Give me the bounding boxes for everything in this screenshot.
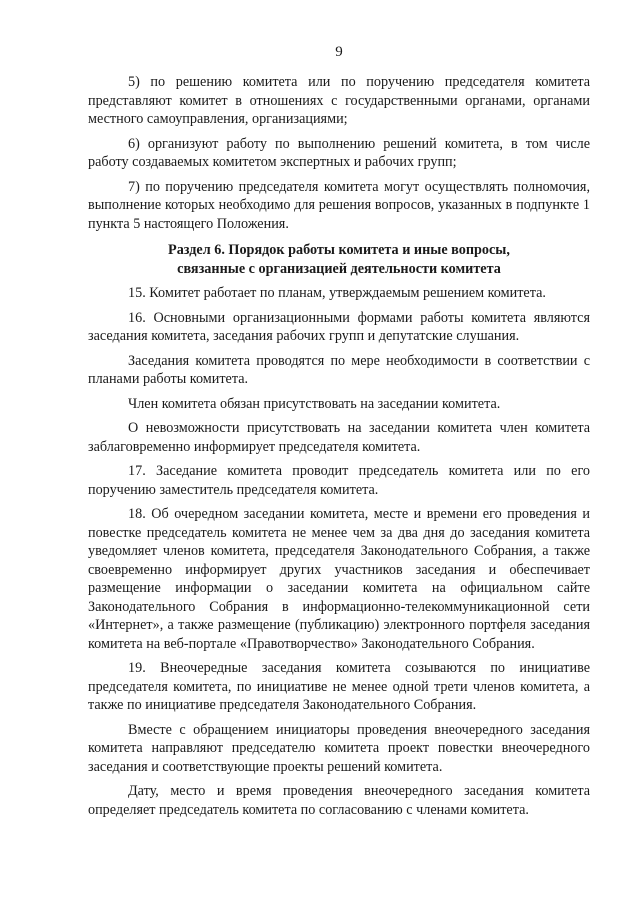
section-heading-line1: Раздел 6. Порядок работы комитета и иные вопросы,	[168, 242, 510, 258]
page-number: 9	[335, 44, 343, 60]
paragraph-item-5: 5) по решению комитета или по поручению председателя комитета представляют комитет в отношениях с государственными органами, органами местного самоуправления, организациями;	[88, 74, 590, 127]
section-heading	[88, 241, 590, 278]
paragraph-19: 19. Внеочередные заседания комитета созываются по инициативе председателя комитета, по инициативе не менее одной трети членов комитета, а также по инициативе председателя Законодательного Собрания.	[88, 660, 590, 713]
paragraph-16: 16. Основными организационными формами работы комитета являются заседания комитета, заседания рабочих групп и депутатские слушания.	[88, 309, 590, 344]
paragraph-15: 15. Комитет работает по планам, утверждаемым решением комитета.	[128, 285, 546, 301]
paragraph-item-7: 7) по поручению председателя комитета могут осуществлять полномочия, выполнение которых необходимо для решения вопросов, указанных в подпункте 1 пункта 5 настоящего Положения.	[88, 178, 590, 232]
paragraph-17: 17. Заседание комитета проводит председатель комитета или по его поручению заместитель председателя комитета.	[88, 463, 590, 498]
section-heading-line2: связанные с организацией деятельности комитета	[177, 260, 501, 277]
paragraph-extraordinary-agenda: Вместе с обращением инициаторы проведения внеочередного заседания комитета направляют председателю комитета проект повестки внеочередного заседания и соответствующие проекты решений комитета.	[88, 721, 590, 775]
paragraph-absence-notice: О невозможности присутствовать на заседании комитета член комитета заблаговременно информирует председателя комитета.	[88, 420, 590, 455]
paragraph-extraordinary-date: Дату, место и время проведения внеочередного заседания комитета определяет председатель комитета по согласованию с членами комитета.	[88, 783, 590, 818]
paragraph-18: 18. Об очередном заседании комитета, месте и времени его проведения и повестке председатель комитета не менее чем за два дня до заседания комитета уведомляет членов комитета, председателя Законодательного Собрания, а также своевременно информирует других участников заседания и обеспечивает размещение информации о заседании комитета на официальном сайте Законодательного Собрания в информационно-телекоммуникационной сети «Интернет», а также размещение (публикацию) электронного портфеля заседания комитета на веб-портале «Правотворчество» Законодательного Собрания.	[88, 506, 590, 652]
paragraph-item-6: 6) организуют работу по выполнению решений комитета, в том числе работу создаваемых комитетом экспертных и рабочих групп;	[88, 135, 590, 170]
paragraph-meetings-frequency: Заседания комитета проводятся по мере необходимости в соответствии с планами работы комитета.	[88, 352, 590, 387]
paragraph-attendance-duty: Член комитета обязан присутствовать на заседании комитета.	[128, 395, 501, 412]
